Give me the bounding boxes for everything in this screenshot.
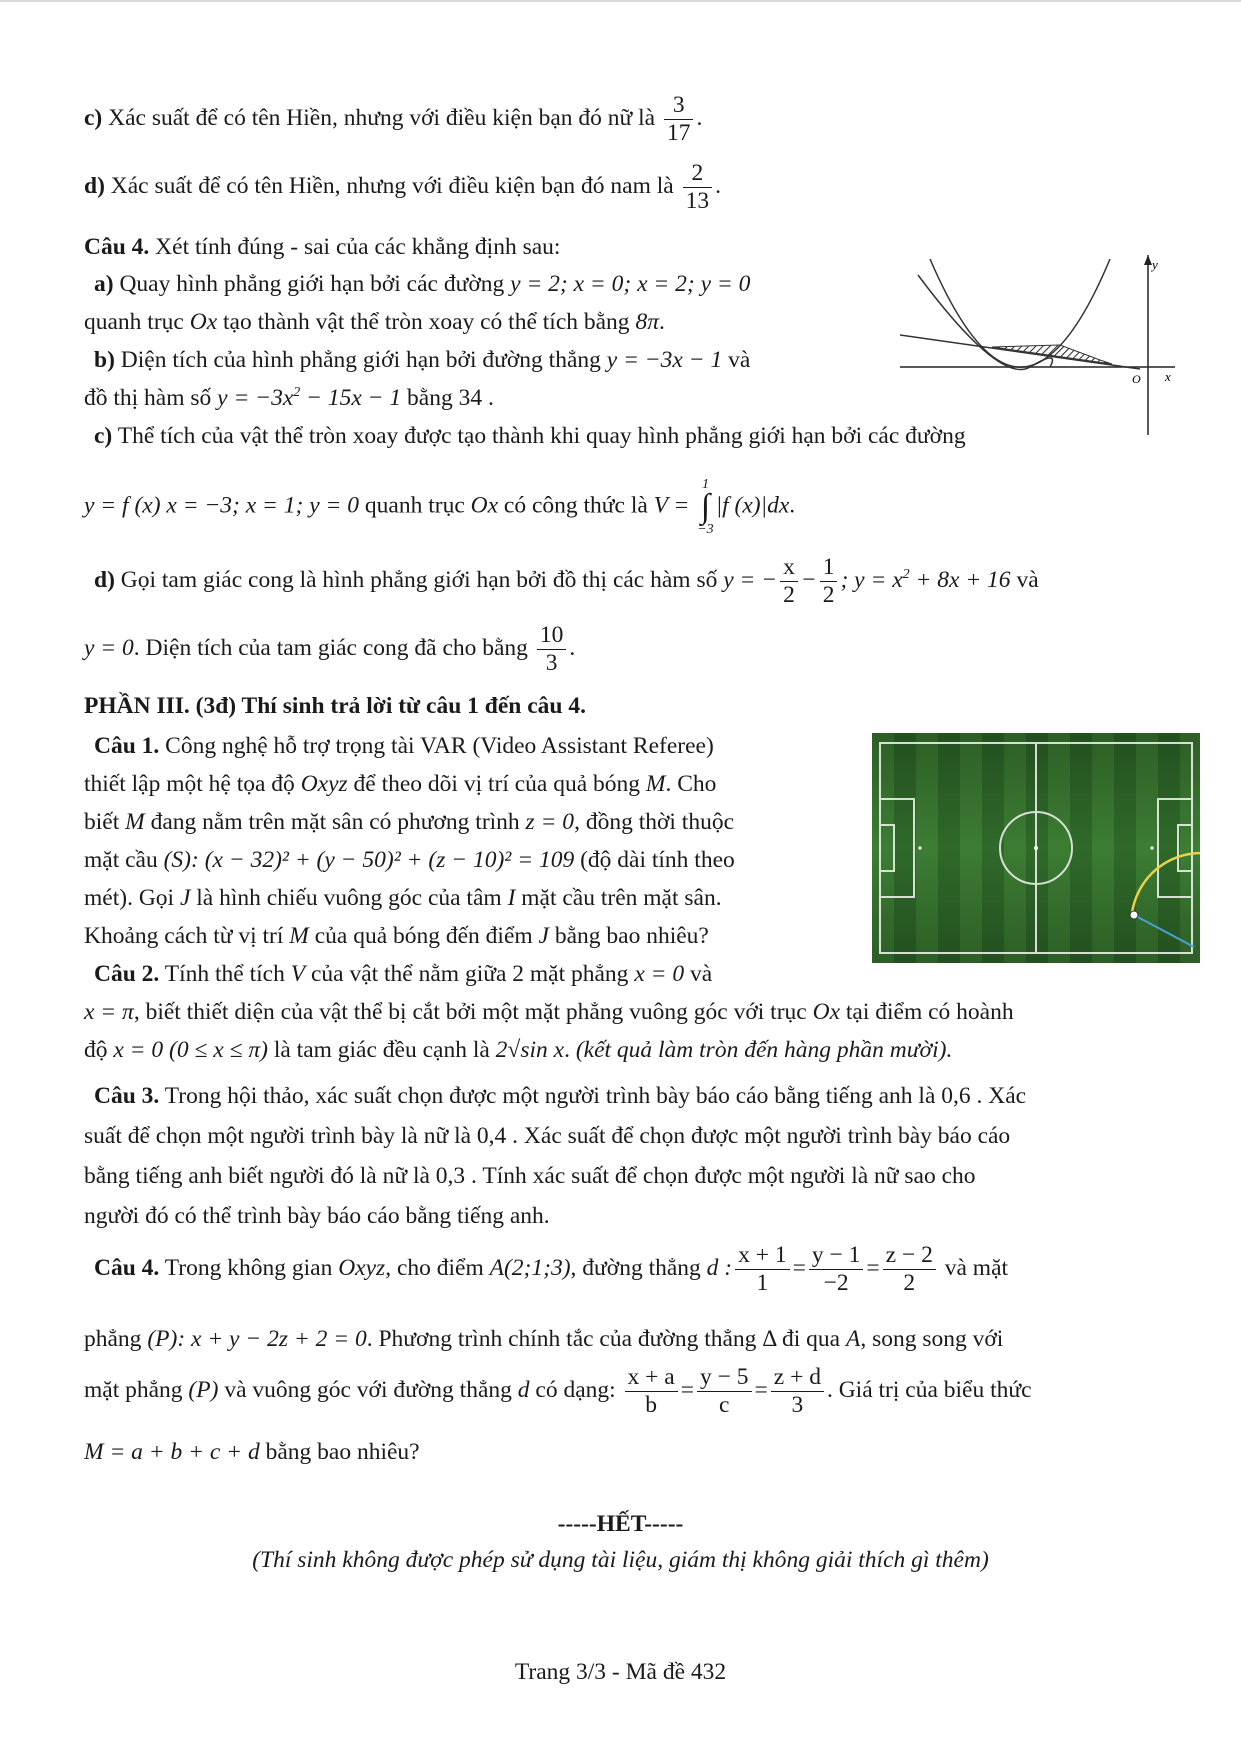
q4-line2: phẳng (P): x + y − 2z + 2 = 0. Phương trình chính tắc của đường thẳng Δ đi qua A, song song với (84, 1326, 1004, 1352)
tf-d-line2: y = 0. Diện tích của tam giác cong đã cho bằng $\frac{10}{3}$ . (84, 622, 576, 677)
soccer-field-image (872, 733, 1200, 963)
origin-label: O (1132, 372, 1141, 386)
statement-c: c) Xác suất để có tên Hiền, nhưng với điều kiện bạn đó nữ là $\frac{3}{17}$ . (84, 92, 703, 147)
q4-line3: mặt phẳng (P) và vuông góc với đường thẳng d có dạng: $\frac{x + a}{b}$ = $\frac{y - 5}{c}$ = $\frac{z + d}{3}$ . Giá trị của biểu thức (84, 1364, 1032, 1419)
exam-note: (Thí sinh không được phép sử dụng tài liệu, giám thị không giải thích gì thêm) (252, 1547, 989, 1573)
q1-line6: Khoảng cách từ vị trí M của quả bóng đến điểm J bằng bao nhiêu? (84, 923, 709, 949)
page-footer: Trang 3/3 - Mã đề 432 (514, 1659, 727, 1685)
fraction: $\frac{2}{13}$ (683, 160, 713, 215)
q1-line1: Câu 1. Công nghệ hỗ trợ trọng tài VAR (Video Assistant Referee) (94, 733, 714, 759)
tf-b-line2: đồ thị hàm số $y = -3x^2 - 15x - 1$ bằng 34 . (84, 385, 494, 411)
q2-line1: Câu 2. Tính thể tích V của vật thể nằm giữa 2 mặt phẳng x = 0 và (94, 961, 713, 987)
q3-line2: suất để chọn một người trình bày là nữ là 0,4 . Xác suất để chọn được một người trình bày báo cáo (84, 1123, 1011, 1149)
statement-d: d) Xác suất để có tên Hiền, nhưng với điều kiện bạn đó nam là $\frac{2}{13}$ . (84, 160, 721, 215)
tf-d-line1: d) Gọi tam giác cong là hình phẳng giới hạn bởi đồ thị các hàm số y = − $\frac{x}{2}$ − $\frac{1}{2}$ ; $y = x^2 + 8x + 16$ và (94, 554, 1039, 609)
q1-line2: thiết lập một hệ tọa độ Oxyz để theo dõi vị trí của quả bóng M. Cho (84, 771, 717, 797)
integral-sign: 1 ∫ −3 (697, 477, 714, 537)
tf-a-line2: quanh trục Ox tạo thành vật thể tròn xoay có thể tích bằng 8π. (84, 309, 665, 335)
q2-line2: x = π, biết thiết diện của vật thể bị cắt bởi một mặt phẳng vuông góc với trục Ox tại điểm có hoành (84, 999, 1014, 1025)
tf-c-line1: c) Thể tích của vật thể tròn xoay được tạo thành khi quay hình phẳng giới hạn bởi các đường (94, 423, 966, 449)
parabola-graph (900, 255, 1180, 435)
q1-line4: mặt cầu (S): (x − 32)² + (y − 50)² + (z − 10)² = 109 (độ dài tính theo (84, 847, 735, 873)
end-mark: -----HẾT----- (557, 1511, 684, 1537)
ball-icon (1130, 911, 1138, 919)
q3-line3: bằng tiếng anh biết người đó là nữ là 0,3 . Tính xác suất để chọn được một người là nữ sao cho (84, 1163, 976, 1189)
top-border (0, 0, 1241, 2)
tf-c-line2: y = f (x) x = −3; x = 1; y = 0 quanh trục Ox có công thức là V = 1 ∫ −3|f (x)|dx. (84, 477, 796, 537)
q3-line4: người đó có thể trình bày báo cáo bằng tiếng anh. (84, 1203, 550, 1229)
part-3-heading: PHẦN III. (3đ) Thí sinh trả lời từ câu 1 đến câu 4. (84, 693, 586, 719)
tf-b-line1: b) Diện tích của hình phẳng giới hạn bởi đường thẳng y = −3x − 1 và (94, 347, 751, 373)
x-label: x (1165, 369, 1171, 384)
y-label: y (1152, 257, 1158, 272)
tf-a-line1: a) Quay hình phẳng giới hạn bởi các đường y = 2; x = 0; x = 2; y = 0 (94, 271, 751, 297)
q1-line3: biết M đang nằm trên mặt sân có phương trình z = 0, đồng thời thuộc (84, 809, 735, 835)
q1-line5: mét). Gọi J là hình chiếu vuông góc của tâm I mặt cầu trên mặt sân. (84, 885, 722, 911)
q3-line1: Câu 3. Trong hội thảo, xác suất chọn được một người trình bày báo cáo bằng tiếng anh là 0,6 . Xác (94, 1083, 1027, 1109)
line (900, 335, 1140, 369)
q4-line1: Câu 4. Trong không gian Oxyz, cho điểm A(2;1;3), đường thẳng d : $\frac{x + 1}{1}$ = $\frac{y - 1}{-2}$ = $\frac{z - 2}{2}$ và mặt (94, 1242, 1009, 1297)
question-4-tf-intro: Câu 4. Xét tính đúng - sai của các khẳng định sau: (84, 234, 561, 260)
fraction: $\frac{3}{17}$ (664, 92, 694, 147)
parabola-curve (918, 275, 1053, 370)
q2-line3: độ x = 0 (0 ≤ x ≤ π) là tam giác đều cạnh là 2√sin x. (kết quả làm tròn đến hàng phần mười). (84, 1037, 953, 1063)
q4-line4: M = a + b + c + d bằng bao nhiêu? (84, 1439, 420, 1465)
